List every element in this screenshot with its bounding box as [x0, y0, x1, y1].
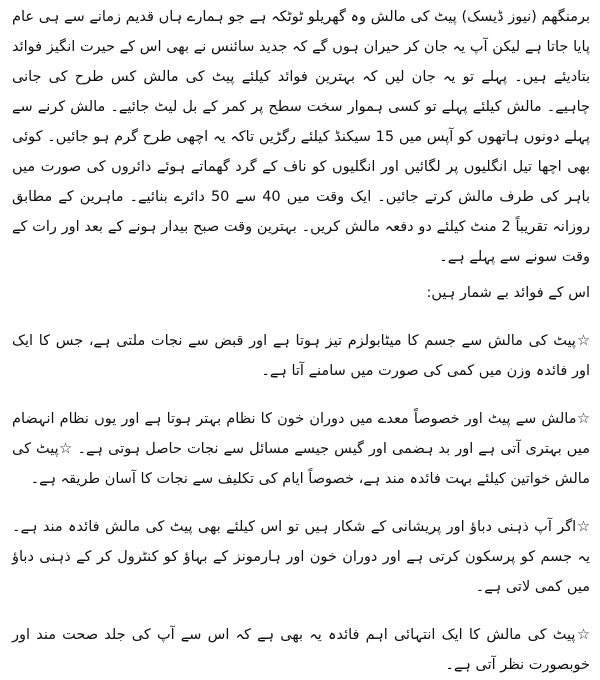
article-body: [12, 0, 591, 673]
benefit-paragraph: ☆اگر آپ ذہنی دباؤ اور پریشانی کے شکار ہیں تو اس کیلئے بھی پیٹ کی مالش فائدہ مند ہے۔ یہ جسم کو پرسکون کرتی ہے اور دوران خون اور ہارمونز کے بہاؤ کو کنٹرول کر کے ذہنی دباؤ میں کمی لاتی ہے۔: [12, 519, 590, 595]
benefit-paragraph: ☆پیٹ کی مالش سے جسم کا میٹابولزم تیز ہوتا ہے اور قبض سے نجات ملتی ہے، جس کا ایک اور فائدہ وزن میں کمی کی صورت میں سامنے آتا ہے۔: [12, 333, 590, 379]
intro-paragraph: برمنگھم (نیوز ڈیسک) پیٹ کی مالش وہ گھریلو ٹوٹکہ ہے جو ہمارے ہاں قدیم زمانے سے ہی عام پایا جاتا ہے لیکن آپ یہ جان کر حیران ہوں گے کہ جدید سائنس نے بھی اس کے حیرت انگیز فوائد بتادیئے ہیں۔ پہلے تو یہ جان لیں کہ بہترین فوائد کیلئے پیٹ کی مالش کس طرح کی جانی چاہیے۔ مالش کیلئے پہلے تو کسی ہموار سخت سطح پر کمر کے بل لیٹ جائیے۔ مالش کرنے سے پہلے دونوں ہاتھوں کو آپس میں 15 سیکنڈ کیلئے رگڑیں تاکہ یہ اچھی طرح گرم ہو جائیں۔ کوئی بھی اچھا تیل انگلیوں پر لگائیں اور انگلیوں کو ناف کے گرد گھماتے ہوئے دائروں کی صورت میں باہر کی طرف مالش کرتے جائیں۔ ایک وقت میں 40 سے 50 دائرے بنائیے۔ ماہرین کے مطابق روزانہ تقریباً 2 منٹ کیلئے دو دفعہ مالش کریں۔ بہترین وقت صبح بیدار ہونے کے بعد اور رات کے وقت سونے سے پہلے ہے۔: [12, 9, 591, 265]
benefit-paragraph: ☆مالش سے پیٹ اور خصوصاً معدے میں دوران خون کا نظام بہتر ہوتا ہے اور یوں نظام انہضام میں بہتری آتی ہے اور بد ہضمی اور گیس جیسے مسائل سے نجات حاصل ہوتی ہے۔ ☆پیٹ کی مالش خواتین کیلئے بہت فائدہ مند ہے، خصوصاً ایام کی تکلیف سے نجات کا آسان طریقہ ہے۔: [12, 411, 590, 487]
benefit-paragraph-cutoff: ☆پیٹ کی مالش کا ایک انتہائی اہم فائدہ یہ بھی ہے کہ اس سے آپ کی جلد صحت مند اور خوبصورت نظر آتی ہے۔: [12, 627, 590, 673]
benefits-heading: اس کے فوائد بے شمار ہیں:: [426, 285, 590, 301]
